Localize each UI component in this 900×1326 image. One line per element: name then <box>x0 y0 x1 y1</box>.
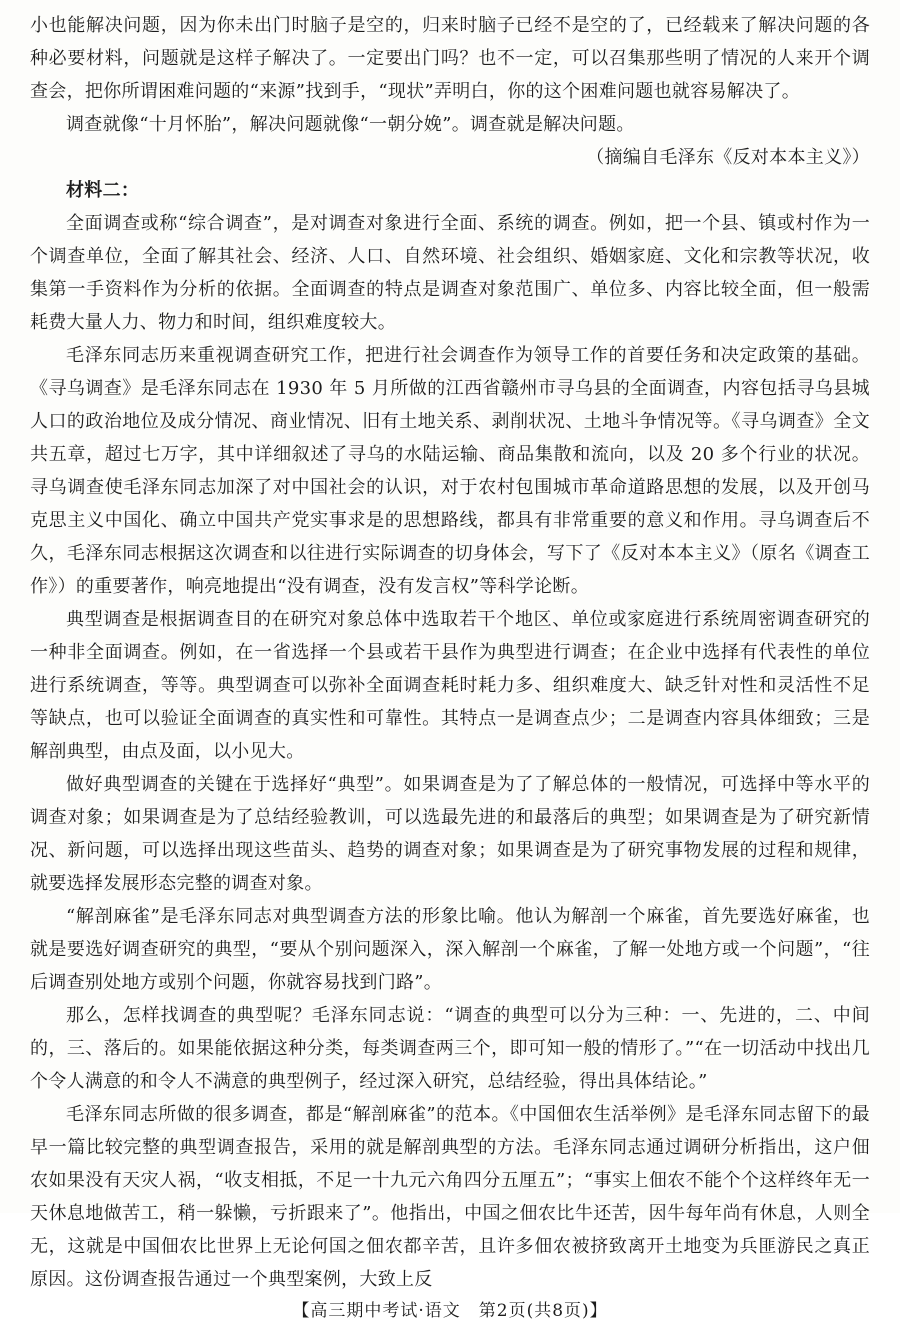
material2-paragraph-xunwu-survey: 毛泽东同志历来重视调查研究工作，把进行社会调查作为领导工作的首要任务和决定政策的基础。《寻乌调查》是毛泽东同志在 1930 年 5 月所做的江西省赣州市寻乌县的全面调查，内容包括寻乌县城人口的政治地位及成分情况、商业情况、旧有土地关系、剥削状况、土地斗争情况等。《寻乌调查》全文共五章，超过七万字，其中详细叙述了寻乌的水陆运输、商品集散和流向，以及 20 多个行业的状况。寻乌调查使毛泽东同志加深了对中国社会的认识，对于农村包围城市革命道路思想的发展，以及开创马克思主义中国化、确立中国共产党实事求是的思想路线，都具有非常重要的意义和作用。寻乌调查后不久，毛泽东同志根据这次调查和以往进行实际调查的切身体会，写下了《反对本本主义》（原名《调查工作》）的重要著作，响亮地提出“没有调查，没有发言权”等科学论断。 <box>30 345 870 597</box>
material2-paragraph-tenant-farmer: 毛泽东同志所做的很多调查，都是“解剖麻雀”的范本。《中国佃农生活举例》是毛泽东同志留下的最早一篇比较完整的典型调查报告，采用的就是解剖典型的方法。毛泽东同志通过调研分析指出，这户佃农如果没有天灾人祸，“收支相抵，不足一十九元六角四分五厘五”；“事实上佃农不能个个这样终年无一天休息地做苦工，稍一躲懒，亏折跟来了”。他指出，中国之佃农比牛还苦，因牛每年尚有休息，人则全无，这就是中国佃农比世界上无论何国之佃农都辛苦，且许多佃农被挤致离开土地变为兵匪游民之真正原因。这份调查报告通过一个典型案例，大致上反 <box>30 1104 870 1290</box>
material2-paragraph-dissect-sparrow: “解剖麻雀”是毛泽东同志对典型调查方法的形象比喻。他认为解剖一个麻雀，首先要选好麻雀，也就是要选好调查研究的典型，“要从个别问题深入，深入解剖一个麻雀，了解一处地方或一个问题”，“往后调查别处地方或别个问题，你就容易找到门路”。 <box>30 906 870 993</box>
page-body <box>30 9 870 1296</box>
material2-paragraph-overview: 全面调查或称“综合调查”，是对调查对象进行全面、系统的调查。例如，把一个县、镇或村作为一个调查单位，全面了解其社会、经济、人口、自然环境、社会组织、婚姻家庭、文化和宗教等状况，收集第一手资料作为分析的依据。全面调查的特点是调查对象范围广、单位多、内容比较全面，但一般需耗费大量人力、物力和时间，组织难度较大。 <box>30 213 870 333</box>
material2-paragraph-three-types: 那么，怎样找调查的典型呢？毛泽东同志说：“调查的典型可以分为三种：一、先进的，二、中间的，三、落后的。如果能依据这种分类，每类调查两三个，即可知一般的情形了。”“在一切活动中找出几个令人满意的和令人不满意的典型例子，经过深入研究，总结经验，得出具体结论。” <box>30 1005 870 1092</box>
material2-paragraph-typical-survey: 典型调查是根据调查目的在研究对象总体中选取若干个地区、单位或家庭进行系统周密调查研究的一种非全面调查。例如，在一省选择一个县或若干县作为典型进行调查；在企业中选择有代表性的单位进行系统调查，等等。典型调查可以弥补全面调查耗时耗力多、组织难度大、缺乏针对性和灵活性不足等缺点，也可以验证全面调查的真实性和可靠性。其特点一是调查点少；二是调查内容具体细致；三是解剖典型，由点及面，以小见大。 <box>30 609 870 762</box>
material1-continuation-paragraph: 小也能解决问题，因为你未出门时脑子是空的，归来时脑子已经不是空的了，已经载来了解决问题的各种必要材料，问题就是这样子解决了。一定要出门吗？也不一定，可以召集那些明了情况的人来开个调查会，把你所谓困难问题的“来源”找到手，“现状”弄明白，你的这个困难问题也就容易解决了。 <box>30 15 870 102</box>
material2-paragraph-choosing-typical: 做好典型调查的关键在于选择好“典型”。如果调查是为了了解总体的一般情况，可选择中等水平的调查对象；如果调查是为了总结经验教训，可以选最先进的和最落后的典型；如果调查是为了研究新情况、新问题，可以选择出现这些苗头、趋势的调查对象；如果调查是为了研究事物发展的过程和规律，就要选择发展形态完整的调查对象。 <box>30 774 870 894</box>
material2-heading: 材料二： <box>66 180 140 201</box>
material1-source-attribution: （摘编自毛泽东《反对本本主义》） <box>586 147 870 168</box>
page-footer: 【高三期中考试·语文 第2页(共8页)】 <box>292 1301 608 1321</box>
material1-closing-paragraph: 调查就像“十月怀胎”，解决问题就像“一朝分娩”。调查就是解决问题。 <box>66 114 635 135</box>
